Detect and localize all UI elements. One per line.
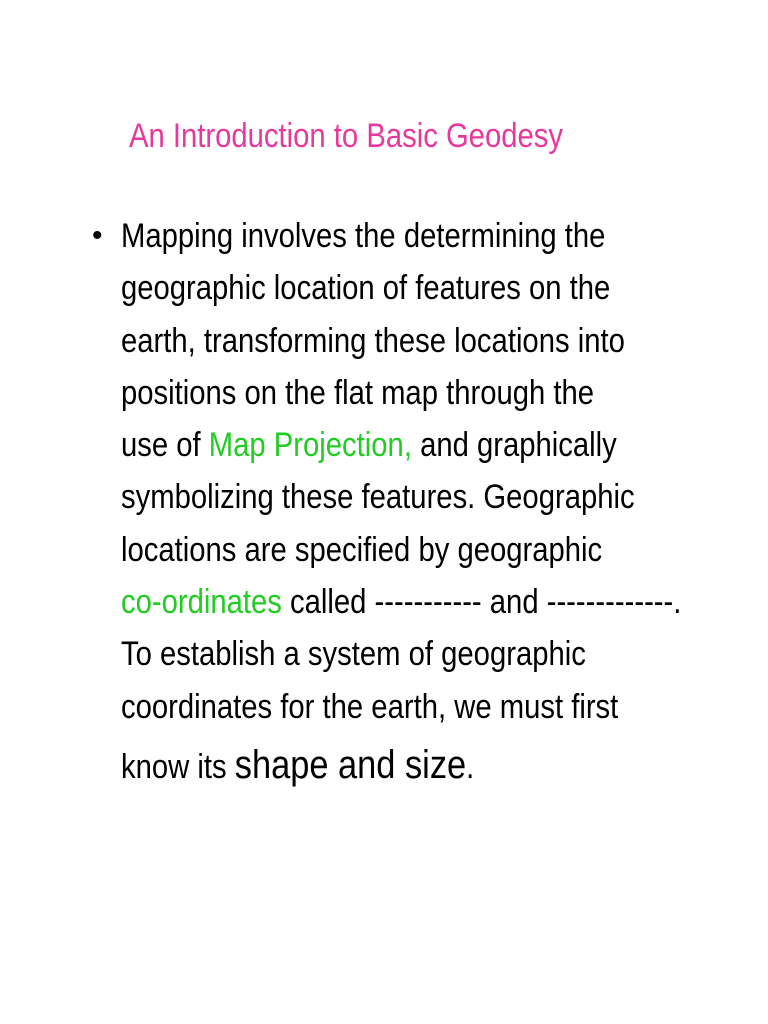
text-line-2: geographic location of features on the [121,269,611,308]
text-line-7: locations are specified by geographic [121,530,603,569]
slide-title: An Introduction to Basic Geodesy [129,117,563,155]
text-line-11-start: know its [121,747,235,786]
text-line-9: To establish a system of geographic [121,635,586,674]
text-line-11-end: . [466,747,475,786]
bullet-text [121,210,682,797]
bullet-marker: • [92,219,103,252]
text-line-3: earth, transforming these locations into [121,321,625,360]
map-projection-term: Map Projection, [208,426,412,465]
coordinates-term: co-ordinates [121,583,282,622]
text-line-8-end: called ----------- and -------------. [281,583,682,622]
text-line-6: symbolizing these features. Geographic [121,478,635,517]
text-line-5-start: use of [121,426,209,465]
text-line-4: positions on the flat map through the [121,373,595,412]
shape-and-size-emphasis: shape and size [234,742,467,787]
text-line-1: Mapping involves the determining the [121,217,606,255]
text-line-5-end: and graphically [411,426,617,465]
text-line-11 [121,733,671,797]
text-line-10: coordinates for the earth, we must first [121,687,619,726]
text-line-5 [121,419,671,471]
text-line-8 [121,576,682,628]
